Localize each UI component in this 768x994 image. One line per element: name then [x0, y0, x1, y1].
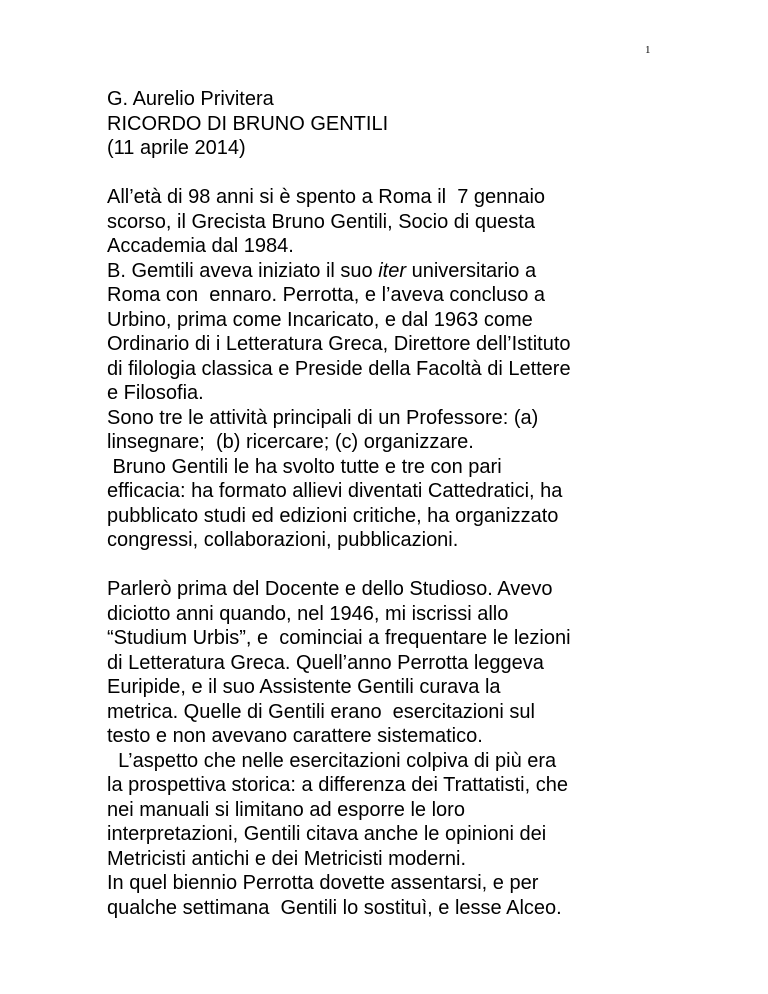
document-body — [107, 87, 667, 920]
paragraph-gap — [107, 161, 667, 186]
text-line: e Filosofia. — [107, 382, 204, 404]
text-line: scorso, il Grecista Bruno Gentili, Socio di questa — [107, 210, 535, 233]
text-line: Ordinario di i Letteratura Greca, Direttore dell’Istituto — [107, 333, 571, 355]
text-line: Accademia dal 1984. — [107, 235, 294, 257]
page-number: 1 — [645, 44, 651, 56]
text-line: pubblicato studi ed edizioni critiche, ha organizzato — [107, 504, 559, 527]
text-line: Parlerò prima del Docente e dello Studioso. Avevo — [107, 578, 553, 600]
paragraph — [107, 577, 667, 749]
text-line: All’età di 98 anni si è spento a Roma il 7 gennaio — [107, 186, 546, 208]
text-segment: B. Gemtili aveva iniziato il suo — [107, 259, 379, 282]
text-line: di Letteratura Greca. Quell’anno Perrotta leggeva — [107, 651, 544, 674]
text-line: Bruno Gentili le ha svolto tutte e tre con pari — [107, 455, 502, 478]
text-line: In quel biennio Perrotta dovette assentarsi, e per — [107, 872, 539, 894]
document-title: RICORDO DI BRUNO GENTILI — [107, 112, 389, 135]
italic-term: iter — [378, 259, 407, 282]
document-date: (11 aprile 2014) — [107, 137, 246, 159]
text-line: “Studium Urbis”, e cominciai a frequentare le lezioni — [107, 627, 571, 649]
author-line: G. Aurelio Privitera — [107, 88, 274, 110]
text-line: L’aspetto che nelle esercitazioni colpiva di più era — [107, 749, 557, 772]
text-line: efficacia: ha formato allievi diventati Cattedratici, ha — [107, 480, 563, 502]
paragraph — [107, 406, 667, 455]
text-segment: universitario a — [406, 259, 537, 282]
text-line: la prospettiva storica: a differenza dei Trattatisti, che — [107, 774, 568, 796]
text-line: qualche settimana Gentili lo sostituì, e lesse Alceo. — [107, 896, 562, 919]
text-line: interpretazioni, Gentili citava anche le opinioni dei — [107, 823, 547, 845]
text-line: linsegnare; (b) ricercare; (c) organizzare. — [107, 431, 474, 453]
document-header — [107, 87, 667, 161]
paragraph — [107, 871, 667, 920]
text-line: metrica. Quelle di Gentili erano esercitazioni sul — [107, 700, 535, 723]
paragraph-gap — [107, 553, 667, 578]
paragraph — [107, 749, 667, 872]
text-line: testo e non avevano carattere sistematico. — [107, 725, 483, 747]
text-line: Euripide, e il suo Assistente Gentili curava la — [107, 676, 501, 698]
paragraph — [107, 455, 667, 553]
paragraph — [107, 185, 667, 259]
text-line: Roma con ennaro. Perrotta, e l’aveva concluso a — [107, 284, 546, 306]
text-line: Metricisti antichi e dei Metricisti moderni. — [107, 847, 466, 870]
text-line: Sono tre le attività principali di un Professore: (a) — [107, 406, 539, 429]
text-line — [107, 259, 667, 284]
text-line: nei manuali si limitano ad esporre le loro — [107, 798, 465, 821]
text-line: congressi, collaborazioni, pubblicazioni. — [107, 529, 459, 551]
text-line: di filologia classica e Preside della Facoltà di Lettere — [107, 357, 571, 380]
text-line: diciotto anni quando, nel 1946, mi iscrissi allo — [107, 602, 509, 625]
text-line: Urbino, prima come Incaricato, e dal 1963 come — [107, 308, 533, 331]
paragraph — [107, 259, 667, 406]
